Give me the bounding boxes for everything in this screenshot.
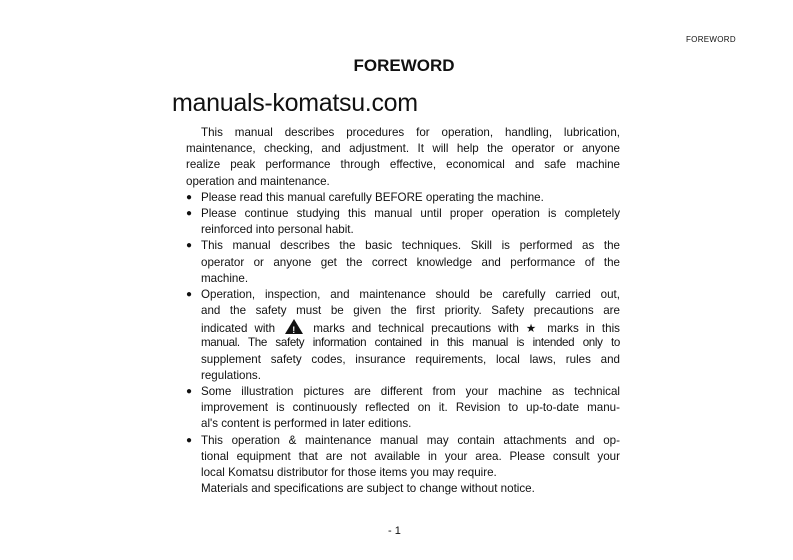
page-title: FOREWORD [353, 56, 455, 75]
bullet-text: al's content is performed in later editions. [201, 417, 412, 431]
bullet-text: Please read this manual carefully BEFORE operating the machine. [201, 190, 544, 204]
running-header: FOREWORD [686, 35, 736, 44]
bullet-text: Some illustration pictures are different from your machine as technical [201, 385, 620, 398]
bullet-icon: ● [186, 386, 193, 397]
watermark: manuals-komatsu.com [172, 89, 418, 117]
bullet-icon: ● [186, 191, 193, 203]
bullet-icon: ● [186, 240, 193, 252]
bullet-item [186, 384, 620, 400]
warning-mark: ! [292, 325, 296, 336]
bullet-icon: ● [186, 288, 193, 300]
bullet-icon: ● [186, 207, 193, 219]
bullet-text: supplement safety codes, insurance requirements, local laws, rules and [201, 352, 620, 366]
foreword-body [186, 125, 620, 497]
bullet-text: manual. The safety information contained in this manual is intended only to [201, 336, 620, 350]
bullet-text: improvement is continuously reflected on it. Revision to up-to-date manu- [201, 401, 620, 415]
bullet-item [186, 238, 620, 254]
bullet-text: tional equipment that are not available in your area. Please consult your [201, 449, 620, 463]
bullet-text: marks and technical precautions with ★ marks in this [313, 322, 620, 336]
bullet-item [186, 206, 620, 222]
bullet-text: Please continue studying this manual until proper operation is completely [201, 206, 620, 220]
bullet-text: This operation & maintenance manual may contain attachments and op- [201, 433, 620, 447]
bullet-text: Materials and specifications are subject to change without notice. [201, 482, 535, 496]
bullet-text: Operation, inspection, and maintenance should be carefully carried out, [201, 287, 620, 301]
bullet-text: regulations. [201, 368, 261, 382]
bullet-text: machine. [201, 271, 249, 285]
bullet-text: indicated with [201, 322, 276, 336]
bullet-item [186, 433, 620, 449]
warning-triangle-icon [285, 319, 303, 334]
intro-line: This manual describes procedures for operation, handling, lubrication, [201, 126, 620, 139]
page-number: - 1 [388, 525, 401, 537]
intro-line: operation and maintenance. [186, 174, 330, 188]
bullet-text: and the safety must be given the first priority. Safety precautions are [201, 304, 620, 318]
bullet-text: local Komatsu distributor for those items you may require. [201, 465, 497, 479]
bullet-item [186, 190, 620, 206]
intro-line: realize peak performance through effective, economical and safe machine [186, 158, 620, 172]
bullet-text: operator or anyone get the correct knowledge and performance of the [201, 255, 620, 269]
bullet-icon: ● [186, 434, 193, 446]
bullet-text: This manual describes the basic techniques. Skill is performed as the [201, 239, 620, 253]
bullet-text-line [186, 319, 620, 335]
bullet-item [186, 287, 620, 303]
bullet-text: reinforced into personal habit. [201, 223, 354, 237]
intro-line: maintenance, checking, and adjustment. It will help the operator or anyone [186, 142, 620, 156]
